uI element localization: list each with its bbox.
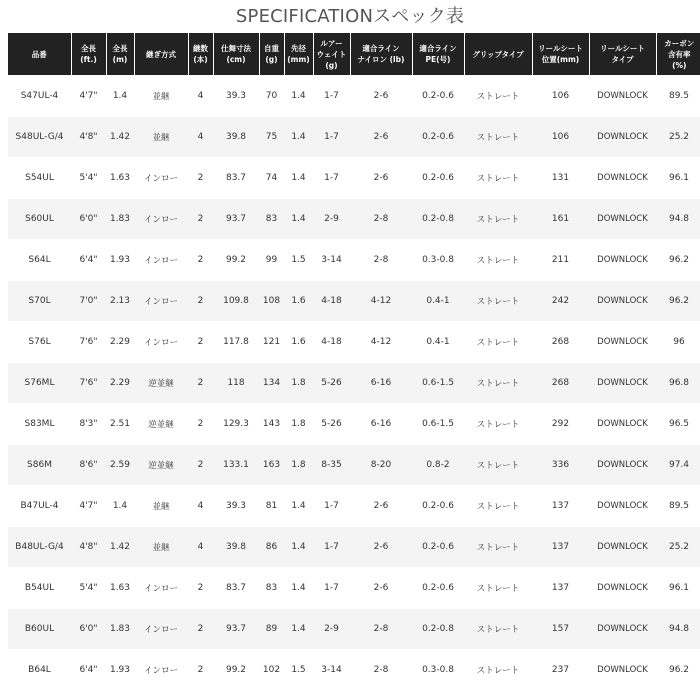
cell-tip-diameter: 1.4 bbox=[284, 199, 313, 240]
cell-grip-type: ストレート bbox=[464, 117, 532, 158]
cell-line-pe: 0.2-0.8 bbox=[412, 609, 464, 650]
cell-length-ft: 8'6" bbox=[71, 445, 106, 486]
spec-table-header bbox=[8, 33, 700, 76]
cell-length-ft: 4'8" bbox=[71, 117, 106, 158]
cell-lure-weight: 1-7 bbox=[313, 568, 350, 609]
cell-length-ft: 4'7" bbox=[71, 76, 106, 117]
cell-line-nylon: 6-16 bbox=[350, 363, 412, 404]
cell-closed-length: 39.8 bbox=[213, 527, 259, 568]
cell-line-pe: 0.2-0.6 bbox=[412, 117, 464, 158]
cell-lure-weight: 5-26 bbox=[313, 363, 350, 404]
cell-model: S60UL bbox=[8, 199, 71, 240]
cell-grip-type: ストレート bbox=[464, 363, 532, 404]
cell-length-m: 1.4 bbox=[106, 76, 134, 117]
cell-closed-length: 93.7 bbox=[213, 199, 259, 240]
cell-line-pe: 0.2-0.6 bbox=[412, 527, 464, 568]
cell-model: S47UL-4 bbox=[8, 76, 71, 117]
cell-weight: 86 bbox=[259, 527, 284, 568]
cell-reel-seat-type: DOWNLOCK bbox=[589, 445, 656, 486]
cell-reel-seat-type: DOWNLOCK bbox=[589, 486, 656, 527]
cell-length-ft: 6'0" bbox=[71, 199, 106, 240]
cell-reel-seat-position: 137 bbox=[532, 568, 589, 609]
cell-weight: 99 bbox=[259, 240, 284, 281]
cell-carbon-content: 89.5 bbox=[656, 486, 700, 527]
cell-carbon-content: 25.2 bbox=[656, 527, 700, 568]
cell-weight: 75 bbox=[259, 117, 284, 158]
cell-reel-seat-position: 292 bbox=[532, 404, 589, 445]
cell-carbon-content: 96.8 bbox=[656, 363, 700, 404]
cell-sections: 4 bbox=[188, 527, 213, 568]
cell-model: S48UL-G/4 bbox=[8, 117, 71, 158]
spec-table-body bbox=[8, 76, 700, 691]
cell-line-nylon: 2-6 bbox=[350, 158, 412, 199]
cell-model: B47UL-4 bbox=[8, 486, 71, 527]
cell-grip-type: ストレート bbox=[464, 486, 532, 527]
cell-lure-weight: 2-9 bbox=[313, 609, 350, 650]
cell-closed-length: 133.1 bbox=[213, 445, 259, 486]
cell-reel-seat-position: 237 bbox=[532, 650, 589, 691]
cell-lure-weight: 1-7 bbox=[313, 527, 350, 568]
cell-line-nylon: 4-12 bbox=[350, 281, 412, 322]
cell-tip-diameter: 1.6 bbox=[284, 281, 313, 322]
cell-tip-diameter: 1.4 bbox=[284, 117, 313, 158]
cell-lure-weight: 4-18 bbox=[313, 322, 350, 363]
cell-tip-diameter: 1.5 bbox=[284, 240, 313, 281]
cell-length-ft: 6'4" bbox=[71, 240, 106, 281]
cell-weight: 143 bbox=[259, 404, 284, 445]
cell-model: B60UL bbox=[8, 609, 71, 650]
cell-line-pe: 0.3-0.8 bbox=[412, 650, 464, 691]
header-cell-line-pe: 適合ライン PE(号) bbox=[412, 33, 464, 76]
cell-length-ft: 6'4" bbox=[71, 650, 106, 691]
cell-length-ft: 7'6" bbox=[71, 322, 106, 363]
cell-tip-diameter: 1.4 bbox=[284, 568, 313, 609]
cell-line-pe: 0.2-0.6 bbox=[412, 568, 464, 609]
cell-carbon-content: 96.1 bbox=[656, 568, 700, 609]
cell-weight: 108 bbox=[259, 281, 284, 322]
cell-joint-type: インロー bbox=[134, 158, 188, 199]
cell-joint-type: 逆並継 bbox=[134, 404, 188, 445]
cell-line-pe: 0.8-2 bbox=[412, 445, 464, 486]
cell-length-ft: 4'7" bbox=[71, 486, 106, 527]
cell-length-m: 1.42 bbox=[106, 527, 134, 568]
cell-grip-type: ストレート bbox=[464, 650, 532, 691]
cell-line-pe: 0.2-0.6 bbox=[412, 486, 464, 527]
cell-tip-diameter: 1.4 bbox=[284, 76, 313, 117]
table-row bbox=[8, 486, 700, 527]
cell-model: B64L bbox=[8, 650, 71, 691]
cell-grip-type: ストレート bbox=[464, 609, 532, 650]
cell-length-ft: 4'8" bbox=[71, 527, 106, 568]
cell-length-m: 1.63 bbox=[106, 568, 134, 609]
cell-sections: 2 bbox=[188, 650, 213, 691]
cell-closed-length: 39.8 bbox=[213, 117, 259, 158]
cell-reel-seat-type: DOWNLOCK bbox=[589, 76, 656, 117]
cell-line-pe: 0.2-0.6 bbox=[412, 76, 464, 117]
cell-reel-seat-type: DOWNLOCK bbox=[589, 609, 656, 650]
cell-lure-weight: 1-7 bbox=[313, 158, 350, 199]
table-row bbox=[8, 568, 700, 609]
cell-joint-type: 並継 bbox=[134, 76, 188, 117]
cell-reel-seat-position: 157 bbox=[532, 609, 589, 650]
header-cell-carbon-content: カーボン 含有率 (%) bbox=[656, 33, 700, 76]
cell-sections: 2 bbox=[188, 404, 213, 445]
header-cell-grip-type: グリップタイプ bbox=[464, 33, 532, 76]
cell-closed-length: 83.7 bbox=[213, 158, 259, 199]
cell-line-nylon: 2-6 bbox=[350, 527, 412, 568]
cell-lure-weight: 3-14 bbox=[313, 650, 350, 691]
cell-line-pe: 0.4-1 bbox=[412, 322, 464, 363]
cell-line-nylon: 2-6 bbox=[350, 117, 412, 158]
table-row bbox=[8, 650, 700, 691]
cell-closed-length: 83.7 bbox=[213, 568, 259, 609]
cell-joint-type: インロー bbox=[134, 650, 188, 691]
table-row bbox=[8, 363, 700, 404]
header-cell-length-ft: 全長 (ft.) bbox=[71, 33, 106, 76]
cell-joint-type: インロー bbox=[134, 240, 188, 281]
header-cell-lure-weight: ルアー ウェイト (g) bbox=[313, 33, 350, 76]
cell-model: S83ML bbox=[8, 404, 71, 445]
table-row bbox=[8, 281, 700, 322]
table-row bbox=[8, 240, 700, 281]
cell-sections: 2 bbox=[188, 322, 213, 363]
cell-line-pe: 0.2-0.6 bbox=[412, 158, 464, 199]
cell-line-nylon: 2-6 bbox=[350, 76, 412, 117]
cell-weight: 81 bbox=[259, 486, 284, 527]
cell-weight: 134 bbox=[259, 363, 284, 404]
cell-reel-seat-type: DOWNLOCK bbox=[589, 404, 656, 445]
spec-table bbox=[8, 33, 700, 690]
cell-joint-type: 並継 bbox=[134, 486, 188, 527]
cell-model: B48UL-G/4 bbox=[8, 527, 71, 568]
cell-reel-seat-type: DOWNLOCK bbox=[589, 199, 656, 240]
cell-line-nylon: 2-8 bbox=[350, 199, 412, 240]
cell-joint-type: インロー bbox=[134, 568, 188, 609]
table-row bbox=[8, 158, 700, 199]
cell-lure-weight: 1-7 bbox=[313, 486, 350, 527]
cell-tip-diameter: 1.4 bbox=[284, 158, 313, 199]
cell-carbon-content: 94.8 bbox=[656, 199, 700, 240]
cell-length-m: 2.29 bbox=[106, 322, 134, 363]
table-row bbox=[8, 76, 700, 117]
cell-reel-seat-type: DOWNLOCK bbox=[589, 363, 656, 404]
cell-reel-seat-position: 106 bbox=[532, 117, 589, 158]
cell-length-ft: 6'0" bbox=[71, 609, 106, 650]
cell-reel-seat-type: DOWNLOCK bbox=[589, 240, 656, 281]
cell-tip-diameter: 1.4 bbox=[284, 486, 313, 527]
cell-grip-type: ストレート bbox=[464, 158, 532, 199]
cell-line-nylon: 2-6 bbox=[350, 568, 412, 609]
cell-carbon-content: 89.5 bbox=[656, 76, 700, 117]
cell-reel-seat-position: 211 bbox=[532, 240, 589, 281]
cell-lure-weight: 8-35 bbox=[313, 445, 350, 486]
table-row bbox=[8, 609, 700, 650]
cell-length-m: 2.59 bbox=[106, 445, 134, 486]
cell-length-m: 2.29 bbox=[106, 363, 134, 404]
cell-lure-weight: 1-7 bbox=[313, 76, 350, 117]
cell-length-m: 1.93 bbox=[106, 650, 134, 691]
cell-closed-length: 129.3 bbox=[213, 404, 259, 445]
cell-sections: 2 bbox=[188, 281, 213, 322]
cell-grip-type: ストレート bbox=[464, 281, 532, 322]
cell-closed-length: 99.2 bbox=[213, 650, 259, 691]
cell-sections: 2 bbox=[188, 158, 213, 199]
cell-reel-seat-position: 336 bbox=[532, 445, 589, 486]
table-row bbox=[8, 322, 700, 363]
cell-length-m: 2.51 bbox=[106, 404, 134, 445]
cell-reel-seat-position: 106 bbox=[532, 76, 589, 117]
cell-length-ft: 8'3" bbox=[71, 404, 106, 445]
cell-weight: 121 bbox=[259, 322, 284, 363]
cell-joint-type: インロー bbox=[134, 322, 188, 363]
cell-sections: 4 bbox=[188, 76, 213, 117]
cell-length-m: 1.63 bbox=[106, 158, 134, 199]
cell-tip-diameter: 1.5 bbox=[284, 650, 313, 691]
cell-reel-seat-position: 137 bbox=[532, 486, 589, 527]
cell-joint-type: 並継 bbox=[134, 117, 188, 158]
header-cell-tip-diameter: 先径 (mm) bbox=[284, 33, 313, 76]
cell-length-m: 1.42 bbox=[106, 117, 134, 158]
cell-model: S86M bbox=[8, 445, 71, 486]
cell-sections: 2 bbox=[188, 240, 213, 281]
cell-lure-weight: 4-18 bbox=[313, 281, 350, 322]
cell-carbon-content: 96.2 bbox=[656, 281, 700, 322]
cell-line-nylon: 2-6 bbox=[350, 486, 412, 527]
table-row bbox=[8, 527, 700, 568]
cell-carbon-content: 96.1 bbox=[656, 158, 700, 199]
header-cell-closed-length: 仕舞寸法 (cm) bbox=[213, 33, 259, 76]
cell-model: S54UL bbox=[8, 158, 71, 199]
cell-length-m: 1.83 bbox=[106, 199, 134, 240]
header-cell-joint-type: 継ぎ方式 bbox=[134, 33, 188, 76]
cell-reel-seat-position: 242 bbox=[532, 281, 589, 322]
cell-reel-seat-type: DOWNLOCK bbox=[589, 322, 656, 363]
page-title: SPECIFICATIONスペック表 bbox=[235, 6, 465, 27]
cell-reel-seat-position: 137 bbox=[532, 527, 589, 568]
cell-carbon-content: 97.4 bbox=[656, 445, 700, 486]
header-cell-reel-seat-position: リールシート 位置(mm) bbox=[532, 33, 589, 76]
cell-length-ft: 7'0" bbox=[71, 281, 106, 322]
cell-model: S70L bbox=[8, 281, 71, 322]
cell-line-nylon: 2-8 bbox=[350, 650, 412, 691]
cell-weight: 163 bbox=[259, 445, 284, 486]
cell-reel-seat-type: DOWNLOCK bbox=[589, 281, 656, 322]
cell-weight: 74 bbox=[259, 158, 284, 199]
cell-joint-type: インロー bbox=[134, 609, 188, 650]
cell-reel-seat-type: DOWNLOCK bbox=[589, 527, 656, 568]
cell-closed-length: 118 bbox=[213, 363, 259, 404]
header-cell-sections: 継数 (本) bbox=[188, 33, 213, 76]
cell-reel-seat-position: 131 bbox=[532, 158, 589, 199]
cell-tip-diameter: 1.8 bbox=[284, 363, 313, 404]
cell-closed-length: 99.2 bbox=[213, 240, 259, 281]
cell-sections: 2 bbox=[188, 568, 213, 609]
cell-line-nylon: 8-20 bbox=[350, 445, 412, 486]
cell-sections: 2 bbox=[188, 363, 213, 404]
header-cell-model: 品番 bbox=[8, 33, 71, 76]
cell-joint-type: インロー bbox=[134, 281, 188, 322]
cell-closed-length: 117.8 bbox=[213, 322, 259, 363]
cell-reel-seat-position: 268 bbox=[532, 363, 589, 404]
cell-reel-seat-type: DOWNLOCK bbox=[589, 650, 656, 691]
cell-grip-type: ストレート bbox=[464, 322, 532, 363]
cell-grip-type: ストレート bbox=[464, 240, 532, 281]
cell-grip-type: ストレート bbox=[464, 568, 532, 609]
cell-line-pe: 0.6-1.5 bbox=[412, 404, 464, 445]
cell-closed-length: 39.3 bbox=[213, 76, 259, 117]
table-row bbox=[8, 445, 700, 486]
table-row bbox=[8, 404, 700, 445]
cell-weight: 83 bbox=[259, 199, 284, 240]
cell-grip-type: ストレート bbox=[464, 445, 532, 486]
cell-line-nylon: 4-12 bbox=[350, 322, 412, 363]
cell-line-nylon: 2-8 bbox=[350, 240, 412, 281]
cell-carbon-content: 96 bbox=[656, 322, 700, 363]
cell-line-pe: 0.4-1 bbox=[412, 281, 464, 322]
cell-grip-type: ストレート bbox=[464, 527, 532, 568]
cell-weight: 70 bbox=[259, 76, 284, 117]
table-row bbox=[8, 117, 700, 158]
cell-lure-weight: 1-7 bbox=[313, 117, 350, 158]
cell-carbon-content: 94.8 bbox=[656, 609, 700, 650]
cell-lure-weight: 3-14 bbox=[313, 240, 350, 281]
cell-joint-type: 逆並継 bbox=[134, 445, 188, 486]
cell-length-ft: 7'6" bbox=[71, 363, 106, 404]
cell-length-m: 1.93 bbox=[106, 240, 134, 281]
cell-sections: 4 bbox=[188, 486, 213, 527]
cell-weight: 83 bbox=[259, 568, 284, 609]
cell-line-pe: 0.3-0.8 bbox=[412, 240, 464, 281]
cell-tip-diameter: 1.4 bbox=[284, 527, 313, 568]
cell-reel-seat-type: DOWNLOCK bbox=[589, 117, 656, 158]
cell-lure-weight: 2-9 bbox=[313, 199, 350, 240]
cell-reel-seat-position: 161 bbox=[532, 199, 589, 240]
cell-reel-seat-type: DOWNLOCK bbox=[589, 568, 656, 609]
cell-length-m: 1.4 bbox=[106, 486, 134, 527]
cell-line-nylon: 6-16 bbox=[350, 404, 412, 445]
cell-grip-type: ストレート bbox=[464, 404, 532, 445]
cell-line-pe: 0.2-0.8 bbox=[412, 199, 464, 240]
cell-closed-length: 93.7 bbox=[213, 609, 259, 650]
cell-tip-diameter: 1.4 bbox=[284, 609, 313, 650]
cell-model: B54UL bbox=[8, 568, 71, 609]
table-row bbox=[8, 199, 700, 240]
cell-grip-type: ストレート bbox=[464, 199, 532, 240]
cell-reel-seat-type: DOWNLOCK bbox=[589, 158, 656, 199]
cell-sections: 2 bbox=[188, 609, 213, 650]
cell-line-pe: 0.6-1.5 bbox=[412, 363, 464, 404]
header-cell-line-nylon: 適合ライン ナイロン (lb) bbox=[350, 33, 412, 76]
cell-grip-type: ストレート bbox=[464, 76, 532, 117]
cell-sections: 2 bbox=[188, 445, 213, 486]
cell-carbon-content: 96.2 bbox=[656, 650, 700, 691]
cell-sections: 2 bbox=[188, 199, 213, 240]
cell-joint-type: インロー bbox=[134, 199, 188, 240]
cell-length-ft: 5'4" bbox=[71, 158, 106, 199]
cell-length-ft: 5'4" bbox=[71, 568, 106, 609]
cell-length-m: 2.13 bbox=[106, 281, 134, 322]
header-cell-reel-seat-type: リールシート タイプ bbox=[589, 33, 656, 76]
cell-line-nylon: 2-8 bbox=[350, 609, 412, 650]
cell-tip-diameter: 1.8 bbox=[284, 404, 313, 445]
header-cell-weight: 自重 (g) bbox=[259, 33, 284, 76]
cell-tip-diameter: 1.6 bbox=[284, 322, 313, 363]
cell-carbon-content: 96.5 bbox=[656, 404, 700, 445]
cell-reel-seat-position: 268 bbox=[532, 322, 589, 363]
cell-tip-diameter: 1.8 bbox=[284, 445, 313, 486]
header-cell-length-m: 全長 (m) bbox=[106, 33, 134, 76]
cell-model: S76ML bbox=[8, 363, 71, 404]
cell-joint-type: 逆並継 bbox=[134, 363, 188, 404]
cell-carbon-content: 96.2 bbox=[656, 240, 700, 281]
cell-closed-length: 39.3 bbox=[213, 486, 259, 527]
cell-carbon-content: 25.2 bbox=[656, 117, 700, 158]
cell-model: S76L bbox=[8, 322, 71, 363]
cell-model: S64L bbox=[8, 240, 71, 281]
cell-length-m: 1.83 bbox=[106, 609, 134, 650]
cell-lure-weight: 5-26 bbox=[313, 404, 350, 445]
cell-closed-length: 109.8 bbox=[213, 281, 259, 322]
cell-weight: 89 bbox=[259, 609, 284, 650]
cell-joint-type: 並継 bbox=[134, 527, 188, 568]
cell-weight: 102 bbox=[259, 650, 284, 691]
cell-sections: 4 bbox=[188, 117, 213, 158]
